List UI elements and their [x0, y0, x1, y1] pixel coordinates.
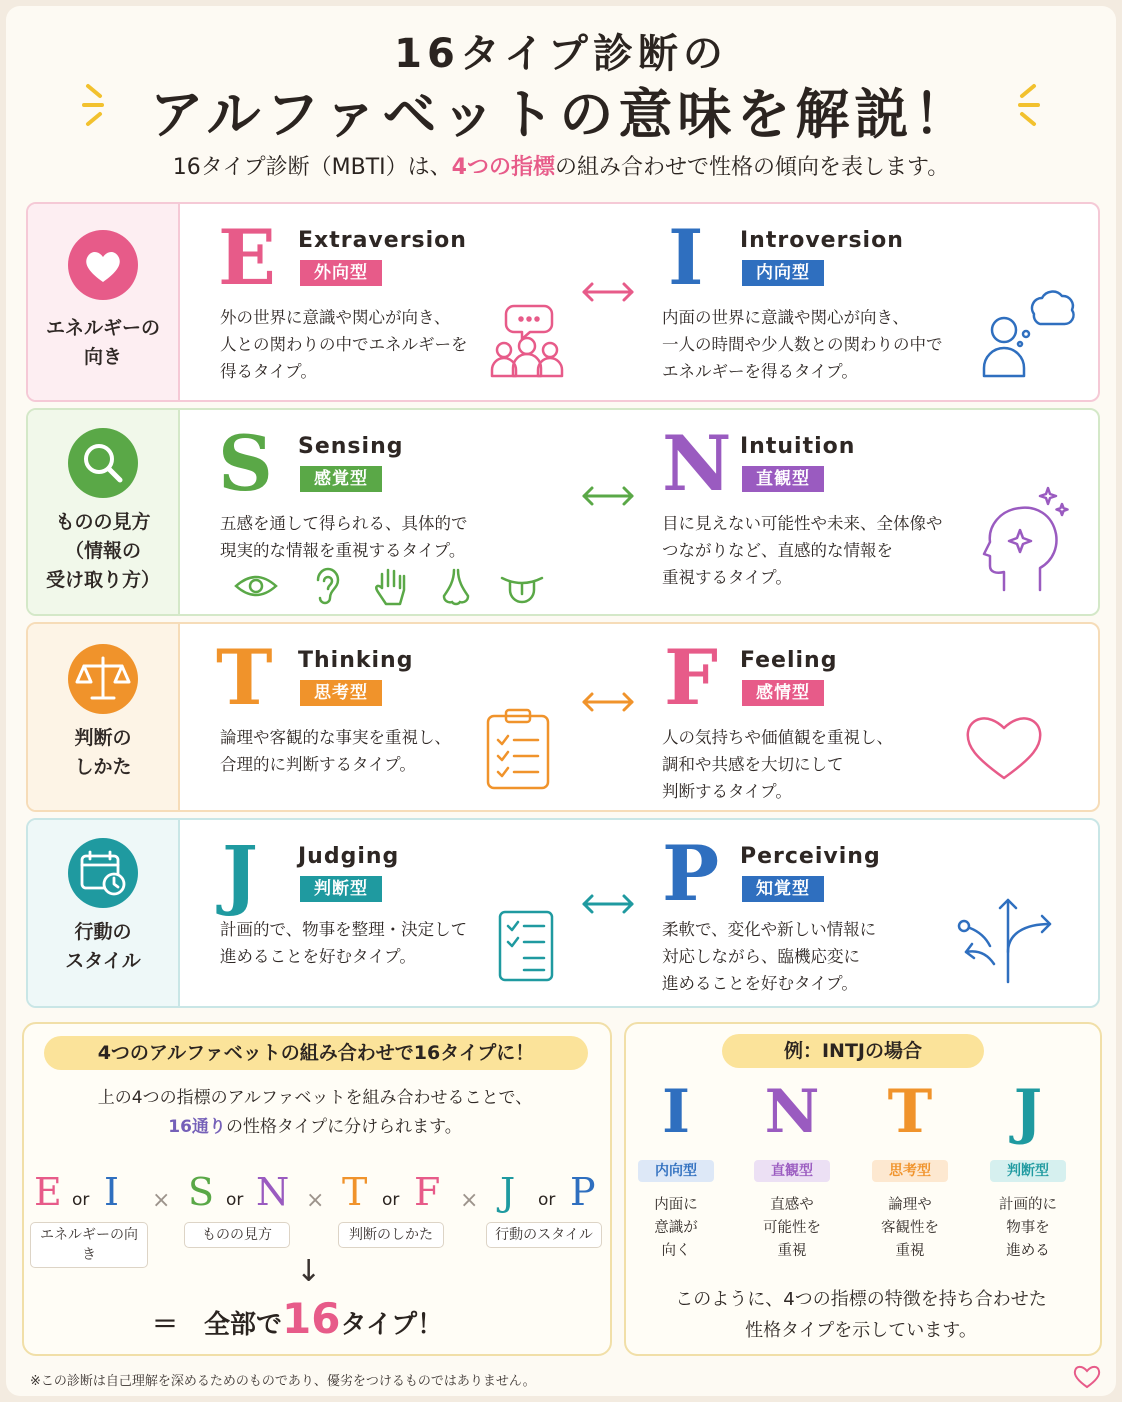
dimension-row-energy — [26, 202, 1100, 402]
scale-icon — [68, 644, 138, 714]
letter-j: J — [222, 829, 258, 918]
dimension-row-perception — [26, 408, 1100, 616]
formula-or: or — [382, 1190, 400, 1210]
combination-text — [22, 1084, 608, 1142]
formula-label: 行動のスタイル — [486, 1222, 602, 1248]
desc-judging: 計画的で、物事を整理・決定して 進めることを好むタイプ。 — [220, 920, 468, 966]
chat-group-icon — [486, 300, 568, 382]
formula-or: or — [226, 1190, 244, 1210]
formula-times: × — [460, 1188, 479, 1213]
formula-label: ものの見方 — [184, 1222, 290, 1248]
formula-label: 判断のしかた — [338, 1222, 444, 1248]
example-letter-i: I — [661, 1077, 691, 1147]
example-desc: 内面に 意識が 向く — [654, 1197, 698, 1259]
double-arrow-icon — [580, 892, 636, 916]
tag-thinking: 思考型 — [300, 680, 382, 706]
formula-letter-n: N — [256, 1170, 290, 1214]
result-number: 16 — [282, 1294, 341, 1343]
heart-outline-icon — [962, 710, 1046, 784]
tag-intuitive: 直観型 — [742, 466, 824, 492]
desc-intuition: 目に見えない可能性や未来、全体像や つながりなど、直感的な情報を 重視するタイプ。 — [662, 514, 943, 587]
name-extraversion: Extraversion — [298, 228, 467, 253]
letter-i: I — [668, 213, 704, 302]
formula-letter-s: S — [188, 1170, 215, 1214]
example-tag-intuitive: 直観型 — [754, 1160, 830, 1182]
category-label: ものの見方 （情報の 受け取り方） — [45, 511, 160, 591]
page-title-line2: アルファベットの意味を解説！ — [149, 83, 973, 146]
combination-text-line1: 上の4つの指標のアルファベットを組み合わせることで、 — [97, 1088, 533, 1108]
example-letter-t: T — [887, 1077, 933, 1147]
clipboard-check-icon — [484, 706, 552, 792]
calendar-clock-icon — [68, 838, 138, 908]
dimension-row-judgement — [26, 622, 1100, 812]
thinking-person-icon — [978, 288, 1078, 382]
category-label: 行動の スタイル — [65, 921, 141, 972]
formula-result — [152, 1294, 443, 1343]
tag-extraverted: 外向型 — [300, 260, 382, 286]
nose-icon — [438, 566, 472, 608]
category-cell — [28, 204, 180, 400]
page-title-line1: 16タイプ診断の — [394, 31, 728, 77]
formula-or: or — [72, 1190, 90, 1210]
name-sensing: Sensing — [298, 434, 404, 459]
head-sparkle-icon — [978, 484, 1074, 594]
category-label: エネルギーの 向き — [45, 317, 160, 368]
desc-perceiving: 柔軟で、変化や新しい情報に 対応しながら、臨機応変に 進めることを好むタイプ。 — [662, 920, 877, 993]
category-label: 判断の しかた — [74, 727, 132, 778]
combination-text-end: の性格タイプに分けられます。 — [225, 1117, 462, 1137]
example-footer-line2: 性格タイプを示しています。 — [745, 1320, 977, 1341]
letter-t: T — [216, 633, 273, 722]
letter-n: N — [662, 419, 732, 508]
checklist-icon — [496, 908, 556, 984]
tag-introverted: 内向型 — [742, 260, 824, 286]
sparkle-right-icon — [1002, 80, 1042, 130]
branch-arrows-icon — [954, 894, 1058, 986]
magnifier-icon — [68, 428, 138, 498]
desc-thinking: 論理や客観的な事実を重視し、 合理的に判断するタイプ。 — [220, 728, 451, 774]
category-cell — [28, 410, 180, 614]
hand-icon — [372, 566, 412, 608]
formula-letter-e: E — [34, 1170, 62, 1214]
formula-letter-t: T — [342, 1170, 368, 1214]
example-letter-n: N — [764, 1077, 820, 1147]
tag-judging: 判断型 — [300, 876, 382, 902]
example-desc: 論理や 客観性を 重視 — [881, 1197, 939, 1259]
tag-perceiving: 知覚型 — [742, 876, 824, 902]
example-heading: 例：INTJの場合 — [722, 1034, 984, 1068]
footnote: ※この診断は自己理解を深めるためのものであり、優劣をつけるものではありません。 — [30, 1374, 536, 1389]
combination-heading: 4つのアルファベットの組み合わせで16タイプに！ — [44, 1036, 588, 1070]
double-arrow-icon — [580, 484, 636, 508]
heart-small-icon — [1072, 1364, 1102, 1390]
formula-letter-i: I — [104, 1170, 120, 1214]
formula-letter-p: P — [570, 1170, 596, 1214]
desc-sensing: 五感を通して得られる、具体的で 現実的な情報を重視するタイプ。 — [220, 514, 468, 560]
example-tag-introverted: 内向型 — [638, 1160, 714, 1182]
double-arrow-icon — [580, 690, 636, 714]
letter-f: F — [664, 633, 718, 722]
page-subtitle — [0, 150, 1122, 181]
subtitle-text: 16タイプ診断（MBTI）は、 — [172, 155, 452, 180]
category-cell — [28, 624, 180, 810]
formula-times: × — [306, 1188, 325, 1213]
name-intuition: Intuition — [740, 434, 856, 459]
letter-s: S — [218, 419, 273, 508]
example-tag-judging: 判断型 — [990, 1160, 1066, 1182]
desc-feeling: 人の気持ちや価値観を重視し、 調和や共感を大切にして 判断するタイプ。 — [662, 728, 893, 801]
name-thinking: Thinking — [298, 648, 414, 673]
result-post: タイプ！ — [340, 1310, 444, 1340]
formula-label: エネルギーの向き — [30, 1222, 148, 1268]
tongue-icon — [498, 570, 546, 606]
double-arrow-icon — [580, 280, 636, 304]
letter-p: P — [662, 829, 720, 918]
formula-times: × — [152, 1188, 171, 1213]
letter-e: E — [218, 213, 276, 302]
example-letter-j: J — [1013, 1077, 1043, 1147]
formula-letter-j: J — [500, 1170, 516, 1214]
formula-letter-f: F — [414, 1170, 441, 1214]
example-footer-line1: このように、4つの指標の特徴を持ち合わせた — [675, 1289, 1047, 1310]
example-tag-thinking: 思考型 — [872, 1160, 948, 1182]
name-feeling: Feeling — [740, 648, 838, 673]
tag-feeling: 感情型 — [742, 680, 824, 706]
category-cell — [28, 820, 180, 1006]
subtitle-text-end: の組み合わせで性格の傾向を表します。 — [554, 155, 950, 180]
example-desc: 直感や 可能性を 重視 — [763, 1197, 821, 1259]
example-desc: 計画的に 物事を 進める — [999, 1197, 1057, 1259]
desc-extraversion: 外の世界に意識や関心が向き、 人との関わりの中でエネルギーを 得るタイプ。 — [220, 308, 468, 381]
result-pre: ＝ 全部で — [152, 1310, 283, 1340]
example-footer — [624, 1284, 1098, 1346]
subtitle-highlight: 4つの指標 — [451, 155, 555, 180]
down-arrow: ↓ — [296, 1254, 322, 1289]
heart-icon — [68, 230, 138, 300]
combination-text-highlight: 16通り — [168, 1117, 226, 1137]
name-judging: Judging — [298, 844, 400, 869]
desc-introversion: 内面の世界に意識や関心が向き、 一人の時間や少人数との関わりの中で エネルギーを得るタイプ。 — [662, 308, 943, 381]
eye-icon — [232, 570, 280, 602]
name-introversion: Introversion — [740, 228, 904, 253]
dimension-row-lifestyle — [26, 818, 1100, 1008]
formula-or: or — [538, 1190, 556, 1210]
ear-icon — [310, 566, 342, 606]
name-perceiving: Perceiving — [740, 844, 881, 869]
combination-text-line2 — [22, 1113, 608, 1142]
tag-sensing: 感覚型 — [300, 466, 382, 492]
